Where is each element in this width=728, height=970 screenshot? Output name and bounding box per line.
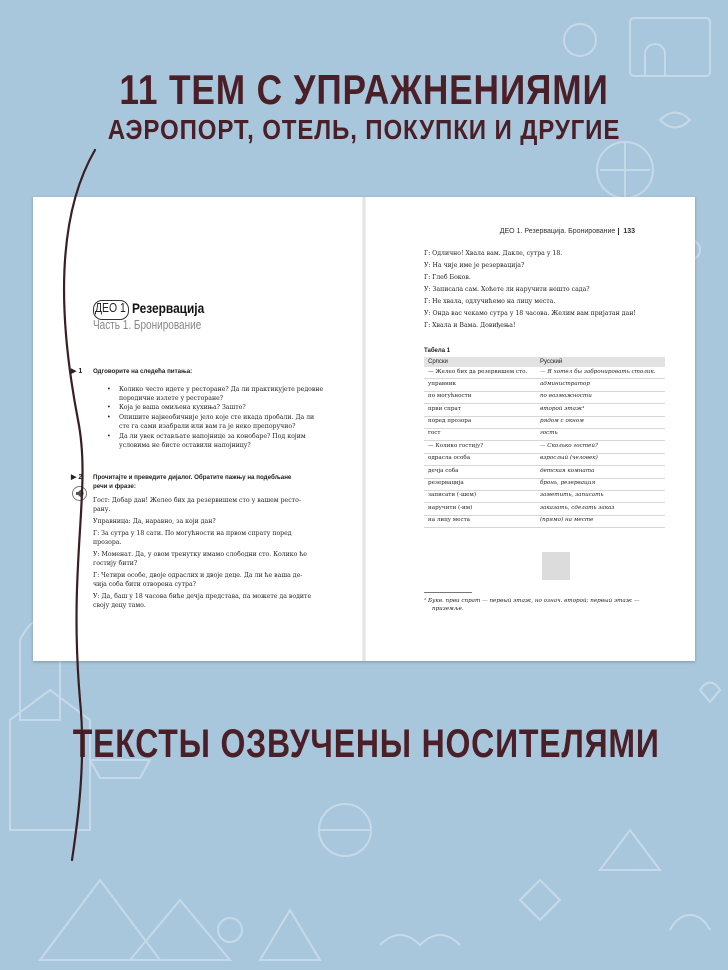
table-title: Табела 1 — [424, 348, 451, 354]
bullet-marker: • — [107, 414, 111, 421]
dialogue-line: Г: За сутра у 18 сати. По могућности на првом спрату поред — [93, 530, 292, 537]
running-head — [500, 228, 635, 235]
exercise-2-title: речи и фразе: — [93, 483, 136, 490]
table-row — [424, 490, 665, 502]
headline-subjects: АЭРОПОРТ, ОТЕЛЬ, ПОКУПКИ И ДРУГИЕ — [107, 114, 621, 145]
exercise-1-number: ▶ 1 — [71, 368, 83, 375]
exercise-2-title: Прочитајте и преведите дијалог. Обратите пажњу на подебљане — [93, 474, 292, 481]
dialogue-line: У: Моменат. Да, у овом тренутку имамо слободни сто. Колико ће — [93, 551, 307, 558]
exercise-1-title: Одговорите на следећа питања: — [93, 368, 193, 375]
table-row — [424, 466, 665, 478]
table-row — [424, 515, 665, 527]
vocabulary-table — [424, 357, 665, 528]
footnote-continued: приземље. — [432, 606, 464, 612]
dialogue-line: Г: Одлично! Хвала вам. Дакле, сутра у 18. — [424, 250, 563, 257]
table-header-row — [424, 357, 665, 367]
table-row — [424, 453, 665, 465]
exercise-1-item: Опишите најнеобичније јело које сте икада пробали. Да ли — [119, 414, 315, 421]
exercise-1-item: Да ли увек остављате напојнице за конобаре? Под којим — [119, 433, 306, 440]
column-header-serbian: Српски — [424, 357, 536, 367]
cell-russian: рядом с окном — [536, 416, 665, 428]
section-title: Резервација — [132, 300, 205, 316]
bullet-marker: • — [107, 433, 111, 440]
table-row — [424, 367, 665, 379]
cell-russian: — Я хотел бы забронировать столик. — [536, 367, 665, 379]
footnote: ¹ Букв. први спрат — первый этаж, но означ. второй; первый этаж — — [424, 598, 640, 604]
cell-russian: заказать, сделать заказ — [536, 503, 665, 515]
exercise-1-item: условима не бисте оставили напојницу? — [119, 442, 251, 449]
cell-russian: взрослый (человек) — [536, 453, 665, 465]
cell-serbian: на лицу места — [424, 515, 536, 527]
cell-russian: заметить, записать — [536, 490, 665, 502]
dialogue-line: Гост: Добар дан! Желео бих да резервишем сто у вашем ресто- — [93, 497, 301, 504]
dialogue-line: чија соба бити отворена сутра? — [93, 581, 196, 588]
dialogue-line: рану. — [93, 506, 111, 513]
cell-serbian: први спрат — [424, 404, 536, 416]
right-page — [364, 197, 695, 661]
cell-russian: администратор — [536, 379, 665, 391]
table-body — [424, 367, 665, 528]
headline-topics: 11 ТЕМ С УПРАЖНЕНИЯМИ — [119, 66, 609, 113]
dialogue-line: Управница: Да, наравно, за који дан? — [93, 518, 216, 525]
subsection-title: Часть 1. Бронирование — [93, 318, 202, 332]
exercise-1-item: Колико често идете у ресторане? Да ли практикујете редовне — [119, 386, 324, 393]
cell-serbian: записати (-шем) — [424, 490, 536, 502]
cell-russian: второй этаж¹ — [536, 404, 665, 416]
dialogue-line: У: Записала сам. Хоћете ли наручити нешто сада? — [424, 286, 590, 293]
cell-serbian: — Колико гостију? — [424, 441, 536, 453]
running-head-title: ДЕО 1. Резервација. Бронирование — [499, 228, 616, 235]
cell-russian: детская комната — [536, 466, 665, 478]
exercise-1-item: породичне излете у ресторане? — [119, 395, 224, 402]
dialogue-line: У: Да, баш у 18 часова биће дечја представа, па можете да водите — [93, 593, 312, 600]
bullet-marker: • — [107, 404, 111, 411]
deo-label: ДЕО 1 — [95, 300, 126, 315]
dialogue-line: У: На чије име је резервација? — [424, 262, 525, 269]
cell-serbian: управник — [424, 379, 536, 391]
cell-serbian: резервација — [424, 478, 536, 490]
left-page — [33, 197, 364, 661]
exercise-2-number: ▶ 2 — [71, 474, 83, 481]
cell-serbian: поред прозора — [424, 416, 536, 428]
dialogue-line: своју децу тамо. — [93, 602, 146, 609]
table-row — [424, 428, 665, 440]
dialogue-line: прозора. — [93, 539, 122, 546]
table-row — [424, 478, 665, 490]
dialogue-line: У: Онда вас чекамо сутра у 18 часова. Желим вам пријатан дан! — [424, 310, 636, 317]
cell-serbian: наручити (-им) — [424, 503, 536, 515]
dialogue-line: гостију бити? — [93, 560, 138, 567]
cell-serbian: дечја соба — [424, 466, 536, 478]
table-row — [424, 391, 665, 403]
page-number: 133 — [618, 228, 635, 235]
bullet-marker: • — [107, 386, 111, 393]
placeholder-box — [542, 552, 570, 580]
column-header-russian: Русский — [536, 357, 665, 367]
cell-russian: гость — [536, 428, 665, 440]
table-row — [424, 416, 665, 428]
exercise-1-item: сте га сами изабрали или вам га је неко препоручио? — [119, 423, 296, 430]
cell-russian: бронь, резервация — [536, 478, 665, 490]
dialogue-line: Г: Не хвала, одлучићемо на лицу места. — [424, 298, 556, 305]
cell-serbian: гост — [424, 428, 536, 440]
cell-russian: — Сколько гостей? — [536, 441, 665, 453]
dialogue-line: Г: Четири особе, двоје одраслих и двоје деце. Да ли ће ваша де- — [93, 572, 303, 579]
footnote-rule — [424, 592, 472, 593]
table-row — [424, 404, 665, 416]
cell-serbian: — Желео бих да резервишем сто. — [424, 367, 536, 379]
cell-russian: (прямо) на месте — [536, 515, 665, 527]
cell-serbian: одрасла особа — [424, 453, 536, 465]
book-spread — [33, 197, 695, 661]
audio-speaker-icon[interactable] — [72, 486, 87, 501]
headline-native-audio: ТЕКСТЫ ОЗВУЧЕНЫ НОСИТЕЛЯМИ — [72, 722, 660, 766]
dialogue-line: Г: Хвала и Вама. Довиђења! — [424, 322, 516, 329]
table-row — [424, 379, 665, 391]
table-row — [424, 441, 665, 453]
cell-serbian: по могућности — [424, 391, 536, 403]
exercise-1-item: Која је ваша омиљена кухиња? Зашто? — [119, 404, 246, 411]
dialogue-line: Г: Глеб Боков. — [424, 274, 471, 281]
table-row — [424, 503, 665, 515]
cell-russian: по возможности — [536, 391, 665, 403]
